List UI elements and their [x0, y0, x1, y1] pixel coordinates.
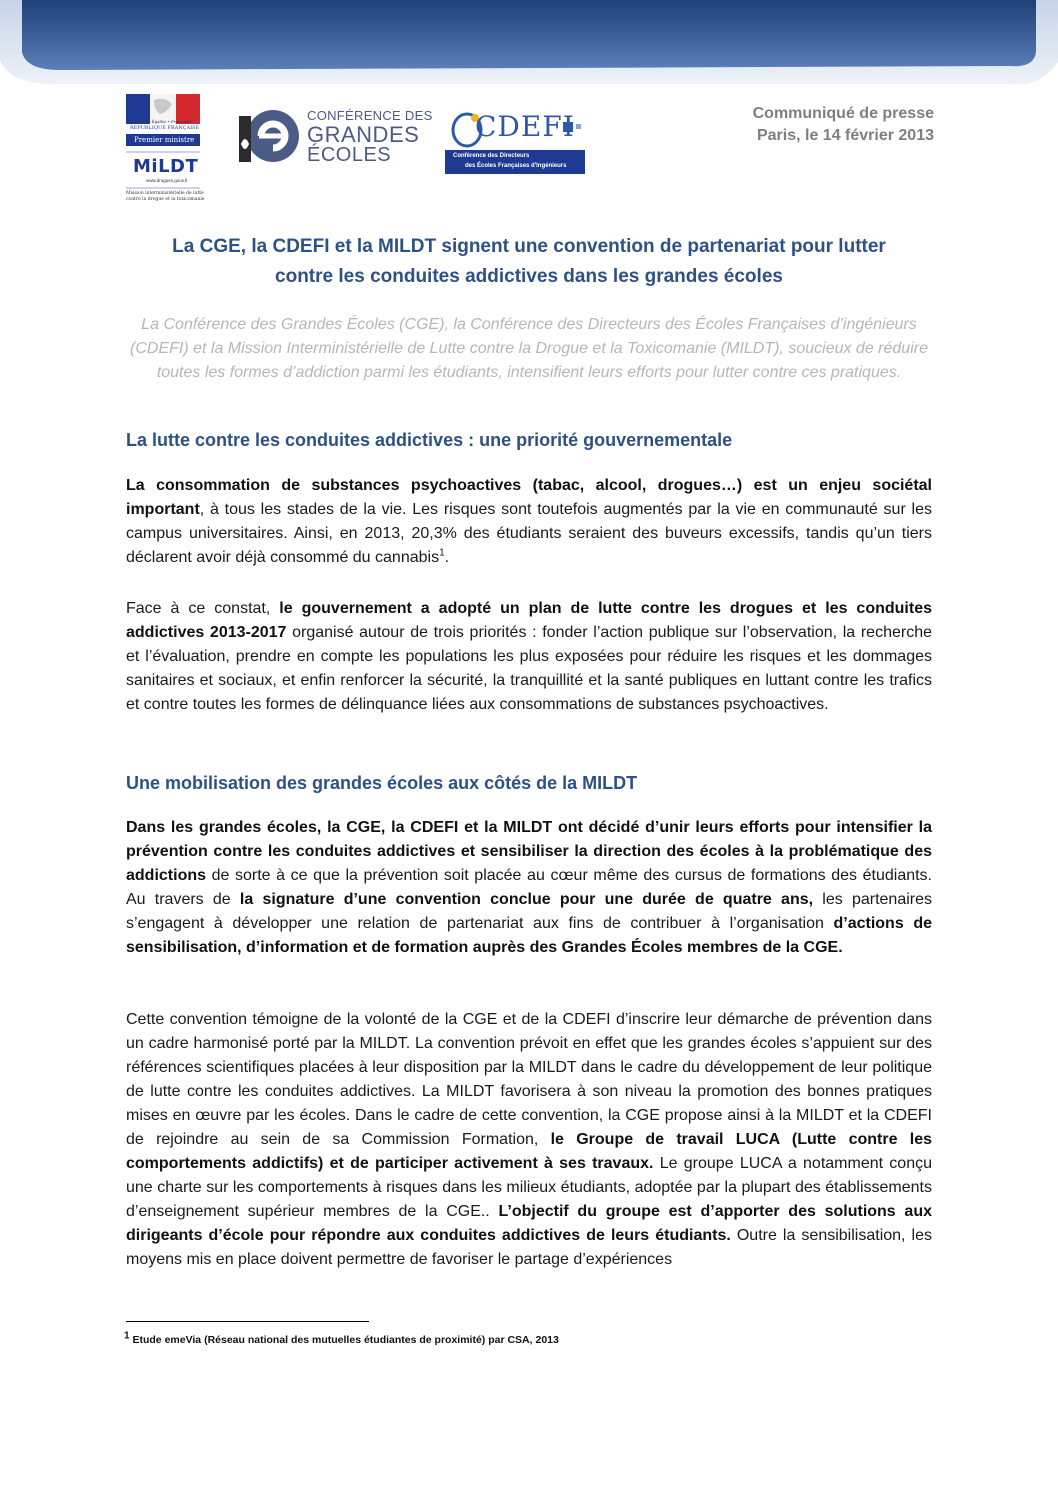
- press-header: [753, 103, 934, 147]
- p1-text: , à tous les stades de la vie. Les risques sont toutefois augmentés par la vie en communauté sur les campus universitaires. Ainsi, en 2013, 20,3% des étudiants seraient des buveurs excessifs, tandis qu’un tiers déclarent avoir déjà consommé du cannabis: [126, 501, 932, 566]
- paragraph-government-plan: [126, 597, 932, 717]
- paragraph-convention: [126, 1008, 932, 1272]
- mildt-logo: [124, 92, 204, 207]
- p2-bold: le gouvernement a adopté un plan de lutte contre les drogues et les conduites addictives 2013-2017: [126, 600, 932, 641]
- intro-summary: La Conférence des Grandes Écoles (CGE), la Conférence des Directeurs des Écoles Françaises d’ingénieurs (CDEFI) et la Mission Interministérielle de Lutte contre la Drogue et la Toxicomanie (MILDT), soucieux de réduire toutes les formes d’addiction parmi les étudiants, intensifient leurs efforts pour lutter contre ces pratiques.: [130, 316, 928, 381]
- mildt-republic: RÉPUBLIQUE FRANÇAISE: [130, 125, 200, 131]
- paragraph-consumption: [126, 474, 932, 570]
- title-line-2: contre les conduites addictives dans les grandes écoles: [275, 266, 783, 287]
- p4-b: Le groupe LUCA a notamment conçu une charte sur les comportements à risques dans les milieux étudiants, adoptée par la plupart des établissements d’enseignement supérieur membres de la CGE..: [126, 1155, 933, 1220]
- footnote-separator: [126, 1321, 369, 1322]
- p4-a: Cette convention témoigne de la volonté de la CGE et de la CDEFI d’inscrire leur démarche de prévention dans un cadre harmonisé porté par la MILDT. La convention prévoit en effet que les grandes écoles s’appuient sur des références scientifiques placées à leur disposition par la MILDT dans le cadre du développement de leur politique de lutte contre les conduites addictives. La MILDT favorisera à son niveau la promotion des bonnes pratiques mises en œuvre par les écoles. Dans le cadre de cette convention, la CGE propose ainsi à la MILDT et la CDEFI de rejoindre au sein de sa Commission Formation,: [126, 1011, 932, 1148]
- footnote-text: Etude emeVia (Réseau national des mutuelles étudiantes de proximité) par CSA, 2013: [129, 1334, 559, 1346]
- footnote: [124, 1330, 559, 1347]
- p2-b: organisé autour de trois priorités : fonder l’action publique sur l’observation, la recherche et l’évaluation, prendre en compte les populations les plus exposées pour réduire les risques et les dommages sanitaires et sociaux, et enfin renforcer la sécurité, la tranquillité et la santé publiques en luttant contre les trafics et contre toutes les formes de délinquance liées aux consommations de substances psychoactives.: [126, 624, 933, 713]
- place-date: Paris, le 14 février 2013: [756, 127, 934, 144]
- mildt-url: www.drogues.gouv.fr: [146, 178, 188, 183]
- p3-b: les partenaires s’engagent à développer une relation de partenariat aux fins de contribuer à l’organisation: [126, 891, 932, 932]
- p3-bold-3: d’actions de sensibilisation, d’information et de formation auprès des Grandes Écoles membres de la CGE.: [126, 915, 932, 956]
- mildt-caption-1: Mission interministérielle de lutte: [126, 191, 204, 196]
- cdefi-name: CDEFI: [475, 110, 575, 143]
- cge-line1: CONFÉRENCE DES: [307, 108, 433, 123]
- p3-bold-2: la signature d’une convention conclue pour une durée de quatre ans,: [239, 891, 814, 908]
- p1-end: .: [444, 549, 450, 566]
- section-heading-priority: La lutte contre les conduites addictives : une priorité gouvernementale: [126, 430, 733, 450]
- footnote-ref: 1: [439, 547, 445, 559]
- cdefi-caption-1: Conférence des Directeurs: [453, 153, 530, 159]
- cge-logo: [237, 104, 433, 170]
- title-line-1: La CGE, la CDEFI et la MILDT signent une convention de partenariat pour lutter: [172, 236, 886, 257]
- p3-bold-1: Dans les grandes écoles, la CGE, la CDEFI et la MILDT ont décidé d’unir leurs efforts pour intensifier la prévention contre les conduites addictives et sensibiliser la direction des écoles à la problématique des addictions: [126, 819, 932, 884]
- mildt-name: MiLDT: [133, 156, 199, 177]
- cge-line2: GRANDES: [307, 122, 420, 147]
- header-banner: [0, 0, 1058, 90]
- p3-a: de sorte à ce que la prévention soit placée au cœur même des cursus de formations des étudiants. Au travers de: [126, 867, 932, 908]
- document-type: Communiqué de presse: [752, 105, 934, 122]
- cge-line3: ÉCOLES: [307, 144, 392, 166]
- mildt-caption-2: contre la drogue et la toxicomanie: [126, 197, 205, 202]
- press-release-title: [120, 232, 938, 292]
- p1-bold: La consommation de substances psychoactives (tabac, alcool, drogues…) est un enjeu sociétal important: [126, 477, 932, 518]
- cdefi-caption-2: des Écoles Françaises d'Ingénieurs: [465, 163, 567, 169]
- p4-c: Outre la sensibilisation, les moyens mis en place doivent permettre de favoriser le partage d’expériences: [126, 1227, 932, 1268]
- p2-a: Face à ce constat,: [126, 600, 280, 617]
- footnote-number: 1: [124, 1330, 130, 1342]
- mildt-ministry: Premier ministre: [134, 136, 195, 144]
- p4-bold-1: le Groupe de travail LUCA (Lutte contre les comportements addictifs) et de participer activement à ses travaux.: [126, 1131, 933, 1172]
- mildt-motto: Liberté • Égalité • Fraternité: [132, 119, 192, 124]
- section-heading-mobilisation: Une mobilisation des grandes écoles aux côtés de la MILDT: [126, 773, 638, 793]
- cdefi-logo: [445, 110, 590, 174]
- p4-bold-2: L’objectif du groupe est d’apporter des solutions aux dirigeants d’école pour répondre aux conduites addictives de leurs étudiants.: [126, 1203, 932, 1244]
- paragraph-partnership: [126, 816, 932, 960]
